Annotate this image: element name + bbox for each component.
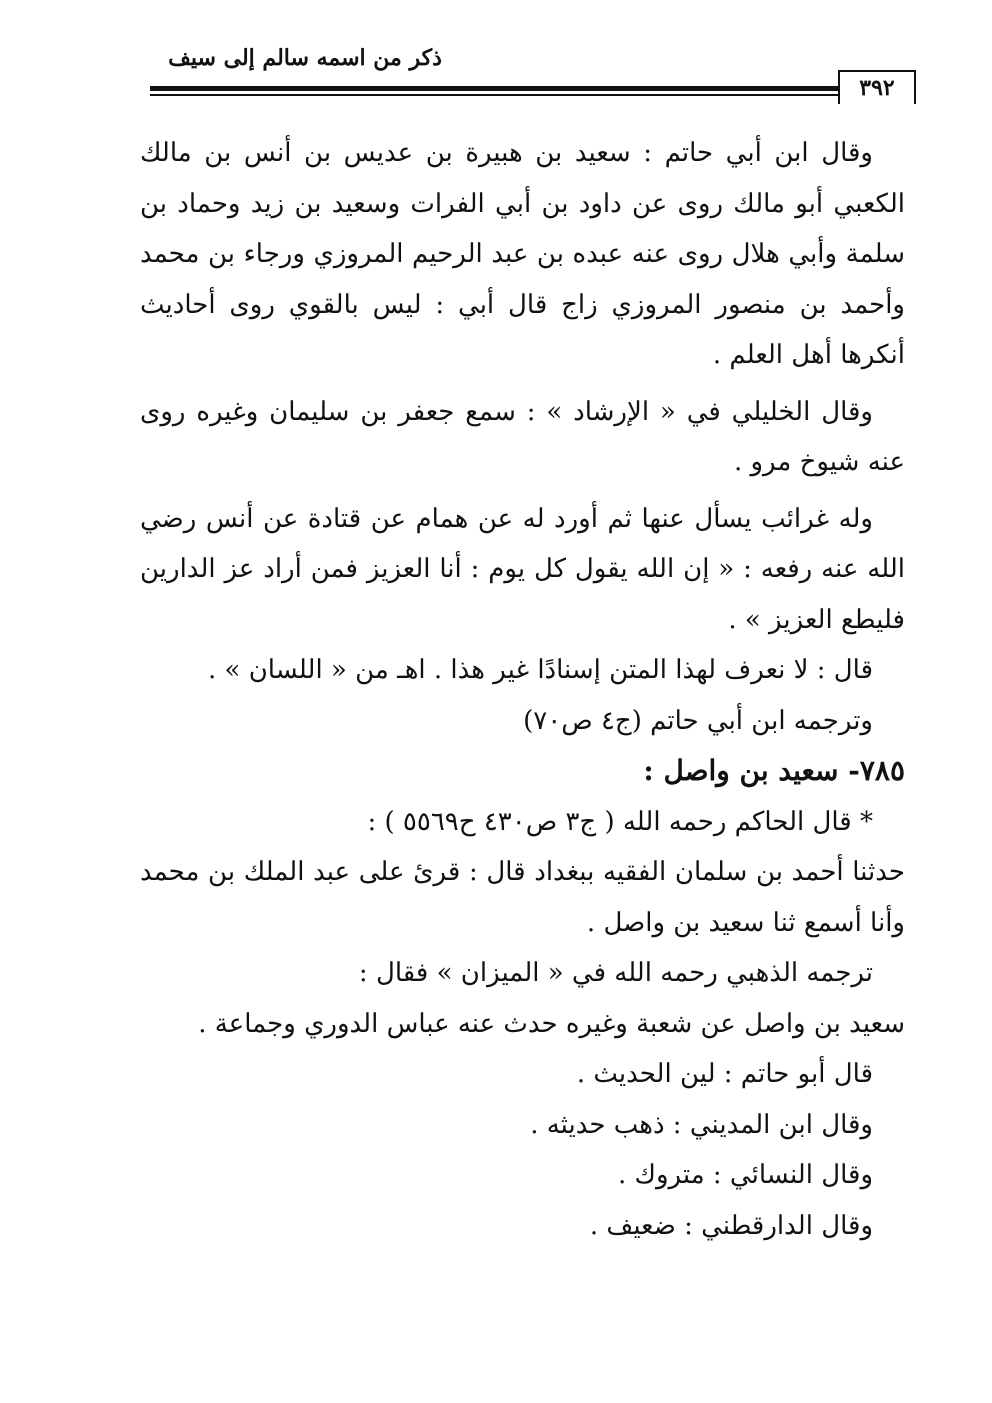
paragraph-dhahabi: ترجمه الذهبي رحمه الله في « الميزان » فقال : — [358, 958, 873, 988]
paragraph-gharaib: وله غرائب يسأل عنها ثم أورد له عن همام عن قتادة عن أنس رضي الله عنه رفعه : « إن الله يقول كل يوم : أنا العزيز فمن أراد عز الدارين فليطع العزيز » . — [140, 503, 905, 635]
body-text — [140, 128, 905, 1251]
paragraph-daraqutni-verdict: وقال الدارقطني : ضعيف . — [589, 1210, 873, 1241]
paragraph-mizan-text: سعيد بن واصل عن شعبة وغيره حدث عنه عباس الدوري وجماعة . — [198, 1008, 905, 1039]
header-rule-thick — [150, 86, 840, 91]
entry-heading-785: ٧٨٥- سعيد بن واصل : — [643, 754, 905, 787]
header-rule-thin — [150, 94, 840, 96]
paragraph-khalili: وقال الخليلي في « الإرشاد » : سمع جعفر بن سليمان وغيره روى عنه شيوخ مرو . — [140, 396, 905, 477]
paragraph-abu-hatim-verdict: قال أبو حاتم : لين الحديث . — [576, 1059, 873, 1089]
paragraph-ibn-madini-verdict: وقال ابن المديني : ذهب حديثه . — [530, 1109, 873, 1140]
paragraph-lisan-note: قال : لا نعرف لهذا المتن إسنادًا غير هذا . اهـ من « اللسان » . — [208, 655, 873, 685]
paragraph-hakim-citation: * قال الحاكم رحمه الله ( ج٣ ص٤٣٠ ح٥٥٦٩ ) : — [367, 806, 873, 837]
running-title: ذكر من اسمه سالم إلى سيف — [168, 45, 442, 71]
paragraph-isnad: حدثنا أحمد بن سلمان الفقيه ببغداد قال : قرئ على عبد الملك بن محمد وأنا أسمع ثنا سعيد بن واصل . — [140, 857, 905, 938]
paragraph-nasai-verdict: وقال النسائي : متروك . — [618, 1160, 873, 1190]
paragraph-tarjama-reference: وترجمه ابن أبي حاتم (ج٤ ص٧٠) — [523, 705, 873, 736]
page-number: ٣٩٢ — [838, 70, 916, 104]
paragraph-ibn-abi-hatim: وقال ابن أبي حاتم : سعيد بن هبيرة بن عديس بن أنس بن مالك الكعبي أبو مالك روى عن داود بن أبي الفرات وسعيد بن زيد وحماد بن سلمة وأبي هلال روى عنه عبده بن عبد الرحيم المروزي ورجاء بن محمد وأحمد بن منصور المروزي زاج قال أبي : ليس بالقوي روى أحاديث أنكرها أهل العلم . — [140, 138, 905, 370]
